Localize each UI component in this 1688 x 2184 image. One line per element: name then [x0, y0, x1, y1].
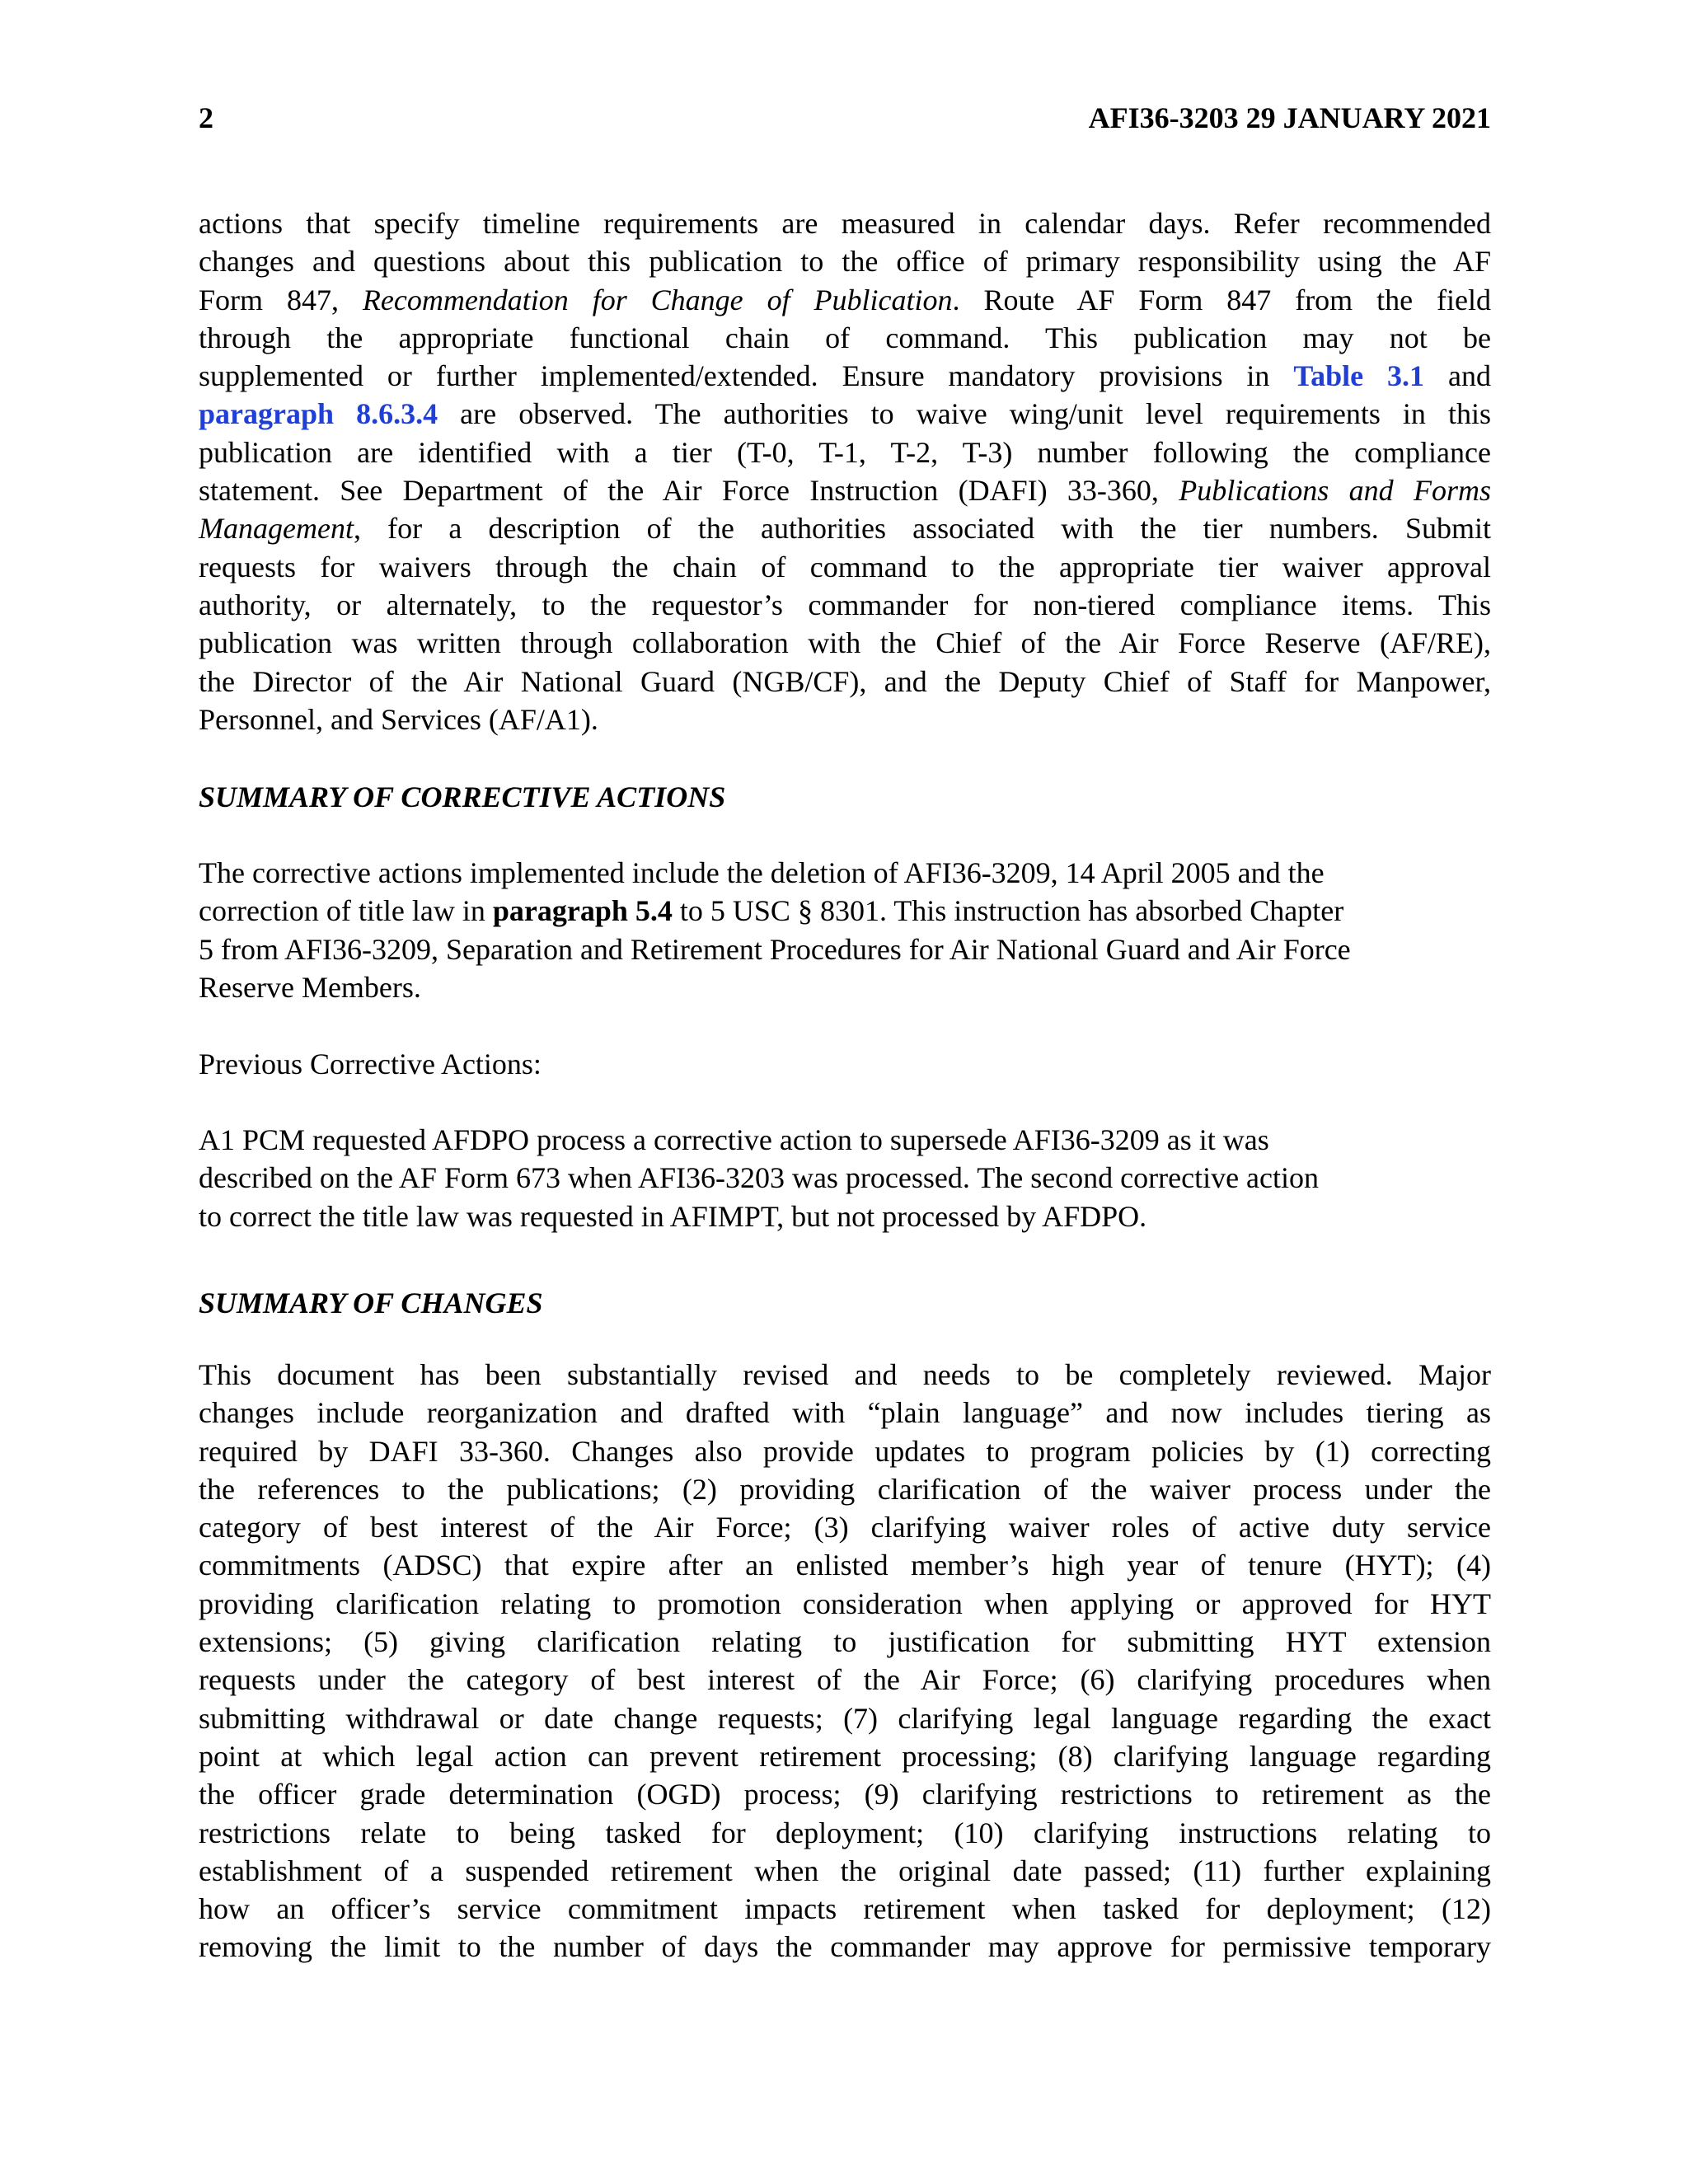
summary-of-changes-paragraph [199, 1356, 1491, 1966]
text-line: required by DAFI 33-360. Changes also provide updates to program policies by (1) correcting [199, 1434, 1491, 1468]
text-line: 5 from AFI36-3209, Separation and Retirement Procedures for Air National Guard and Air Force [199, 932, 1351, 966]
text-line: A1 PCM requested AFDPO process a corrective action to supersede AFI36-3209 as it was [199, 1123, 1269, 1156]
text-line [199, 509, 1491, 547]
text-line: publication are identified with a tier (T-0, T-1, T-2, T-3) number following the compliance [199, 435, 1491, 469]
text-line: described on the AF Form 673 when AFI36-3203 was processed. The second corrective action [199, 1161, 1320, 1195]
text-span: correction of title law in [199, 894, 493, 928]
text-span: . Route AF Form 847 from the field [952, 283, 1492, 316]
summary-of-changes-heading: SUMMARY OF CHANGES [199, 1286, 543, 1319]
text-line: removing the limit to the number of days the commander may approve for permissive temporary [199, 1930, 1491, 1964]
text-line: establishment of a suspended retirement when the original date passed; (11) further explaining [199, 1854, 1491, 1887]
text-line: submitting withdrawal or date change requests; (7) clarifying legal language regarding the exact [199, 1701, 1491, 1735]
corrective-actions-paragraph [199, 854, 1491, 1006]
text-line: changes and questions about this publication to the office of primary responsibility using the AF [199, 245, 1491, 279]
text-line: Reserve Members. [199, 970, 421, 1004]
text-span: are observed. The authorities to waive wing/unit level requirements in this [438, 397, 1491, 431]
form-title: Recommendation for Change of Publication [362, 283, 953, 316]
text-line: requests under the category of best interest of the Air Force; (6) clarifying procedures when [199, 1663, 1491, 1697]
text-line: The corrective actions implemented include the deletion of AFI36-3209, 14 April 2005 and the [199, 856, 1325, 889]
text-line: providing clarification relating to promotion consideration when applying or approved for HYT [199, 1586, 1491, 1620]
text-line [199, 395, 1491, 433]
text-span: to 5 USC § 8301. This instruction has absorbed Chapter [672, 894, 1344, 928]
text-line: This document has been substantially revised and needs to be completely reviewed. Major [199, 1358, 1491, 1391]
page-header [199, 97, 1491, 138]
text-line: the officer grade determination (OGD) process; (9) clarifying restrictions to retirement as the [199, 1778, 1491, 1811]
text-line: commitments (ADSC) that expire after an enlisted member’s high year of tenure (HYT); (4) [199, 1549, 1491, 1582]
text-line [199, 357, 1491, 395]
text-span: Form 847, [199, 283, 363, 316]
text-line: restrictions relate to being tasked for deployment; (10) clarifying instructions relating to [199, 1816, 1491, 1849]
text-line: through the appropriate functional chain of command. This publication may not be [199, 321, 1491, 354]
text-line: Personnel, and Services (AF/A1). [199, 702, 598, 736]
text-line: to correct the title law was requested in AFIMPT, but not processed by AFDPO. [199, 1199, 1147, 1233]
text-span: and [1424, 359, 1491, 393]
text-line: point at which legal action can prevent retirement processing; (8) clarifying language regarding [199, 1739, 1491, 1773]
publication-title: Publications and Forms [1179, 474, 1491, 508]
page-number: 2 [199, 101, 213, 134]
intro-paragraph [199, 204, 1491, 738]
text-span: , for a description of the authorities associated with the tier numbers. Submit [353, 512, 1491, 546]
publication-title: Management [199, 512, 354, 546]
previous-corrective-paragraph [199, 1121, 1491, 1235]
text-line: authority, or alternately, to the requestor’s commander for non-tiered compliance items. This [199, 588, 1491, 621]
text-line: publication was written through collaboration with the Chief of the Air Force Reserve (AF/RE), [199, 626, 1491, 660]
text-line: changes include reorganization and drafted with “plain language” and now includes tiering as [199, 1396, 1491, 1430]
text-line: the references to the publications; (2) providing clarification of the waiver process under the [199, 1472, 1491, 1506]
paragraph-8-6-3-4-link[interactable]: paragraph 8.6.3.4 [199, 397, 438, 431]
text-line [199, 281, 1491, 319]
text-line: how an officer’s service commitment impacts retirement when tasked for deployment; (12) [199, 1892, 1491, 1926]
text-line [199, 471, 1491, 509]
text-line: actions that specify timeline requirements are measured in calendar days. Refer recommended [199, 207, 1491, 240]
text-span: statement. See Department of the Air Force Instruction (DAFI) 33-360, [199, 474, 1179, 508]
text-line: Previous Corrective Actions: [199, 1047, 542, 1080]
text-line: the Director of the Air National Guard (NGB/CF), and the Deputy Chief of Staff for Manpower, [199, 664, 1491, 698]
table-3-1-link[interactable]: Table 3.1 [1293, 359, 1425, 393]
text-line: extensions; (5) giving clarification relating to justification for submitting HYT extension [199, 1625, 1491, 1659]
paragraph-reference: paragraph 5.4 [492, 894, 673, 928]
corrective-actions-heading: SUMMARY OF CORRECTIVE ACTIONS [199, 780, 726, 813]
document-identifier: AFI36-3203 29 JANUARY 2021 [1088, 101, 1491, 134]
text-span: supplemented or further implemented/extended. Ensure mandatory provisions in [199, 359, 1294, 393]
text-line: requests for waivers through the chain of command to the appropriate tier waiver approval [199, 550, 1491, 583]
text-line: category of best interest of the Air Force; (3) clarifying waiver roles of active duty service [199, 1511, 1491, 1544]
previous-corrective-label [199, 1045, 1491, 1083]
text-line [199, 892, 1491, 930]
